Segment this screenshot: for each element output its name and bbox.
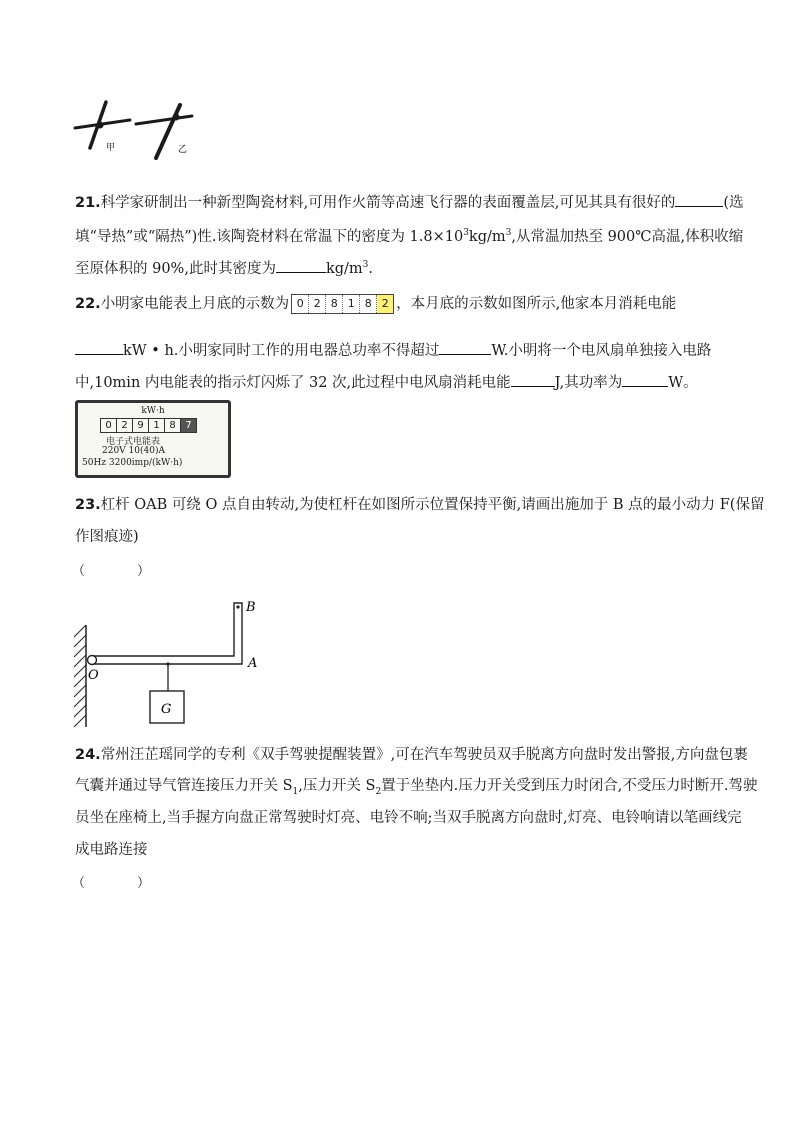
q23-text-2: 作图痕迹) (75, 529, 139, 545)
q24-text-1: 常州汪芷瑶同学的专利《双手驾驶提醒装置》,可在汽车驾驶员双手脱离方向盘时发出警报,方向盘包裹 (100, 747, 748, 763)
q24-sub-2: 2 (375, 786, 382, 797)
q24-text-3: 员坐在座椅上,当手握方向盘正常驾驶时灯亮、电铃不响;当双手脱离方向盘时,灯亮、电铃响请以笔画线完 (75, 810, 742, 826)
q21-number: 21. (75, 195, 101, 211)
meter-digit: 8 (326, 295, 343, 313)
q23-line2 (75, 527, 139, 547)
label-yi: 乙 (178, 145, 188, 155)
q21-blank-1[interactable] (675, 192, 723, 207)
q24-line1 (75, 745, 748, 765)
q24-text-2a: 气囊并通过导气管连接压力开关 S (75, 778, 293, 794)
q22-line3 (75, 372, 698, 393)
q22-blank-4[interactable] (622, 372, 668, 387)
label-b: B (246, 600, 256, 615)
q24-sub-1: 1 (292, 786, 299, 797)
q22-text-1b: ，本月底的示数如图所示,他家本月消耗电能 (396, 296, 677, 312)
q21-text-3b: kg/m (325, 260, 363, 277)
q22-line2 (75, 340, 711, 361)
meter-display-digit: 1 (149, 419, 165, 432)
q24-text-4: 成电路连接 (75, 842, 148, 858)
q23-answer-paren[interactable]: （ ） (72, 564, 151, 579)
meter-unit: kW·h (141, 406, 165, 416)
meter-display (100, 418, 197, 433)
q22-blank-3[interactable] (511, 372, 555, 387)
wall-hatching (74, 625, 86, 727)
q22-text-3c: W。 (668, 375, 698, 391)
q24-line3 (75, 808, 742, 828)
lever-bar (92, 603, 242, 664)
meter-digit-highlight: 2 (377, 295, 393, 313)
q22-text-3b: J,其功率为 (554, 375, 623, 391)
q21-text-2a: 填“导热”或“隔热”)性.该陶瓷材料在常温下的密度为 1.8×10 (75, 228, 464, 245)
electric-meter-image (75, 400, 231, 478)
meter-digit: 2 (309, 295, 326, 313)
label-a: A (248, 656, 258, 671)
meter-display-digit: 8 (165, 419, 181, 432)
label-jia: 甲 (106, 143, 116, 153)
q21-exp-2: 3 (505, 228, 512, 238)
point-b-dot (236, 605, 239, 608)
pivot-o (88, 656, 97, 665)
q21-exp-3: 3 (362, 260, 369, 270)
lever-diagram (70, 595, 270, 730)
meter-digit: 0 (292, 295, 309, 313)
meter-display-digit: 9 (133, 419, 149, 432)
meter-digit: 1 (343, 295, 360, 313)
q22-blank-2[interactable] (439, 340, 491, 355)
q21-blank-2[interactable] (276, 258, 326, 273)
meter-display-digit: 7 (181, 419, 196, 432)
q21-exp-1: 3 (463, 228, 469, 238)
q21-text-3c: . (368, 260, 373, 277)
q21-text-2c: ,从常温加热至 900℃高温,体积收缩 (511, 228, 744, 245)
q21-line3 (75, 255, 373, 279)
q21-line2 (75, 223, 743, 247)
q21-text-2b: kg/m (468, 228, 506, 245)
label-g: G (161, 702, 172, 717)
weight-hook (166, 662, 169, 665)
q24-number: 24. (75, 747, 101, 763)
q22-line1 (75, 294, 676, 314)
q24-line2 (75, 776, 758, 802)
figure-jia-drawing (75, 102, 130, 148)
q21-text-1a: 科学家研制出一种新型陶瓷材料,可用作火箭等高速飞行器的表面覆盖层,可见其具有很好的 (100, 195, 676, 211)
meter-spec-frequency: 50Hz 3200imp/(kW·h) (82, 458, 183, 468)
meter-spec-voltage: 220V 10(40)A (102, 446, 165, 456)
figure-jia-yi (70, 100, 210, 165)
q23-number: 23. (75, 497, 101, 513)
label-o: O (88, 668, 99, 683)
meter-digit: 8 (360, 295, 377, 313)
q24-text-2b: ,压力开关 S (298, 778, 376, 794)
meter-name: 电子式电能表 (106, 437, 161, 447)
meter-display-digit: 0 (101, 419, 117, 432)
q23-text-1: 杠杆 OAB 可绕 O 点自由转动,为使杠杆在如图所示位置保持平衡,请画出施加于 B 点的最小动力 F(保留 (100, 497, 765, 513)
q22-text-3a: 中,10min 内电能表的指示灯闪烁了 32 次,此过程中电风扇消耗电能 (75, 375, 511, 391)
q22-blank-1[interactable] (75, 340, 123, 355)
meter-digit-decimal (377, 295, 393, 313)
last-month-meter-reading (291, 294, 394, 314)
q22-text-2a: kW • h.小明家同时工作的用电器总功率不得超过 (123, 343, 440, 359)
q21-line1 (75, 192, 744, 213)
q22-text-2b: W.小明将一个电风扇单独接入电路 (491, 343, 712, 359)
q21-text-1b: (选 (723, 195, 744, 211)
q21-text-3a: 至原体积的 90%,此时其密度为 (75, 260, 276, 277)
q24-text-2c: 置于坐垫内.压力开关受到压力时闭合,不受压力时断开.驾驶 (381, 778, 758, 794)
q22-text-1a: 小明家电能表上月底的示数为 (100, 296, 290, 312)
q24-line4 (75, 840, 148, 860)
q22-number: 22. (75, 296, 101, 312)
q23-line1 (75, 495, 764, 515)
meter-display-digit: 2 (117, 419, 133, 432)
q24-answer-paren[interactable]: （ ） (72, 876, 151, 891)
